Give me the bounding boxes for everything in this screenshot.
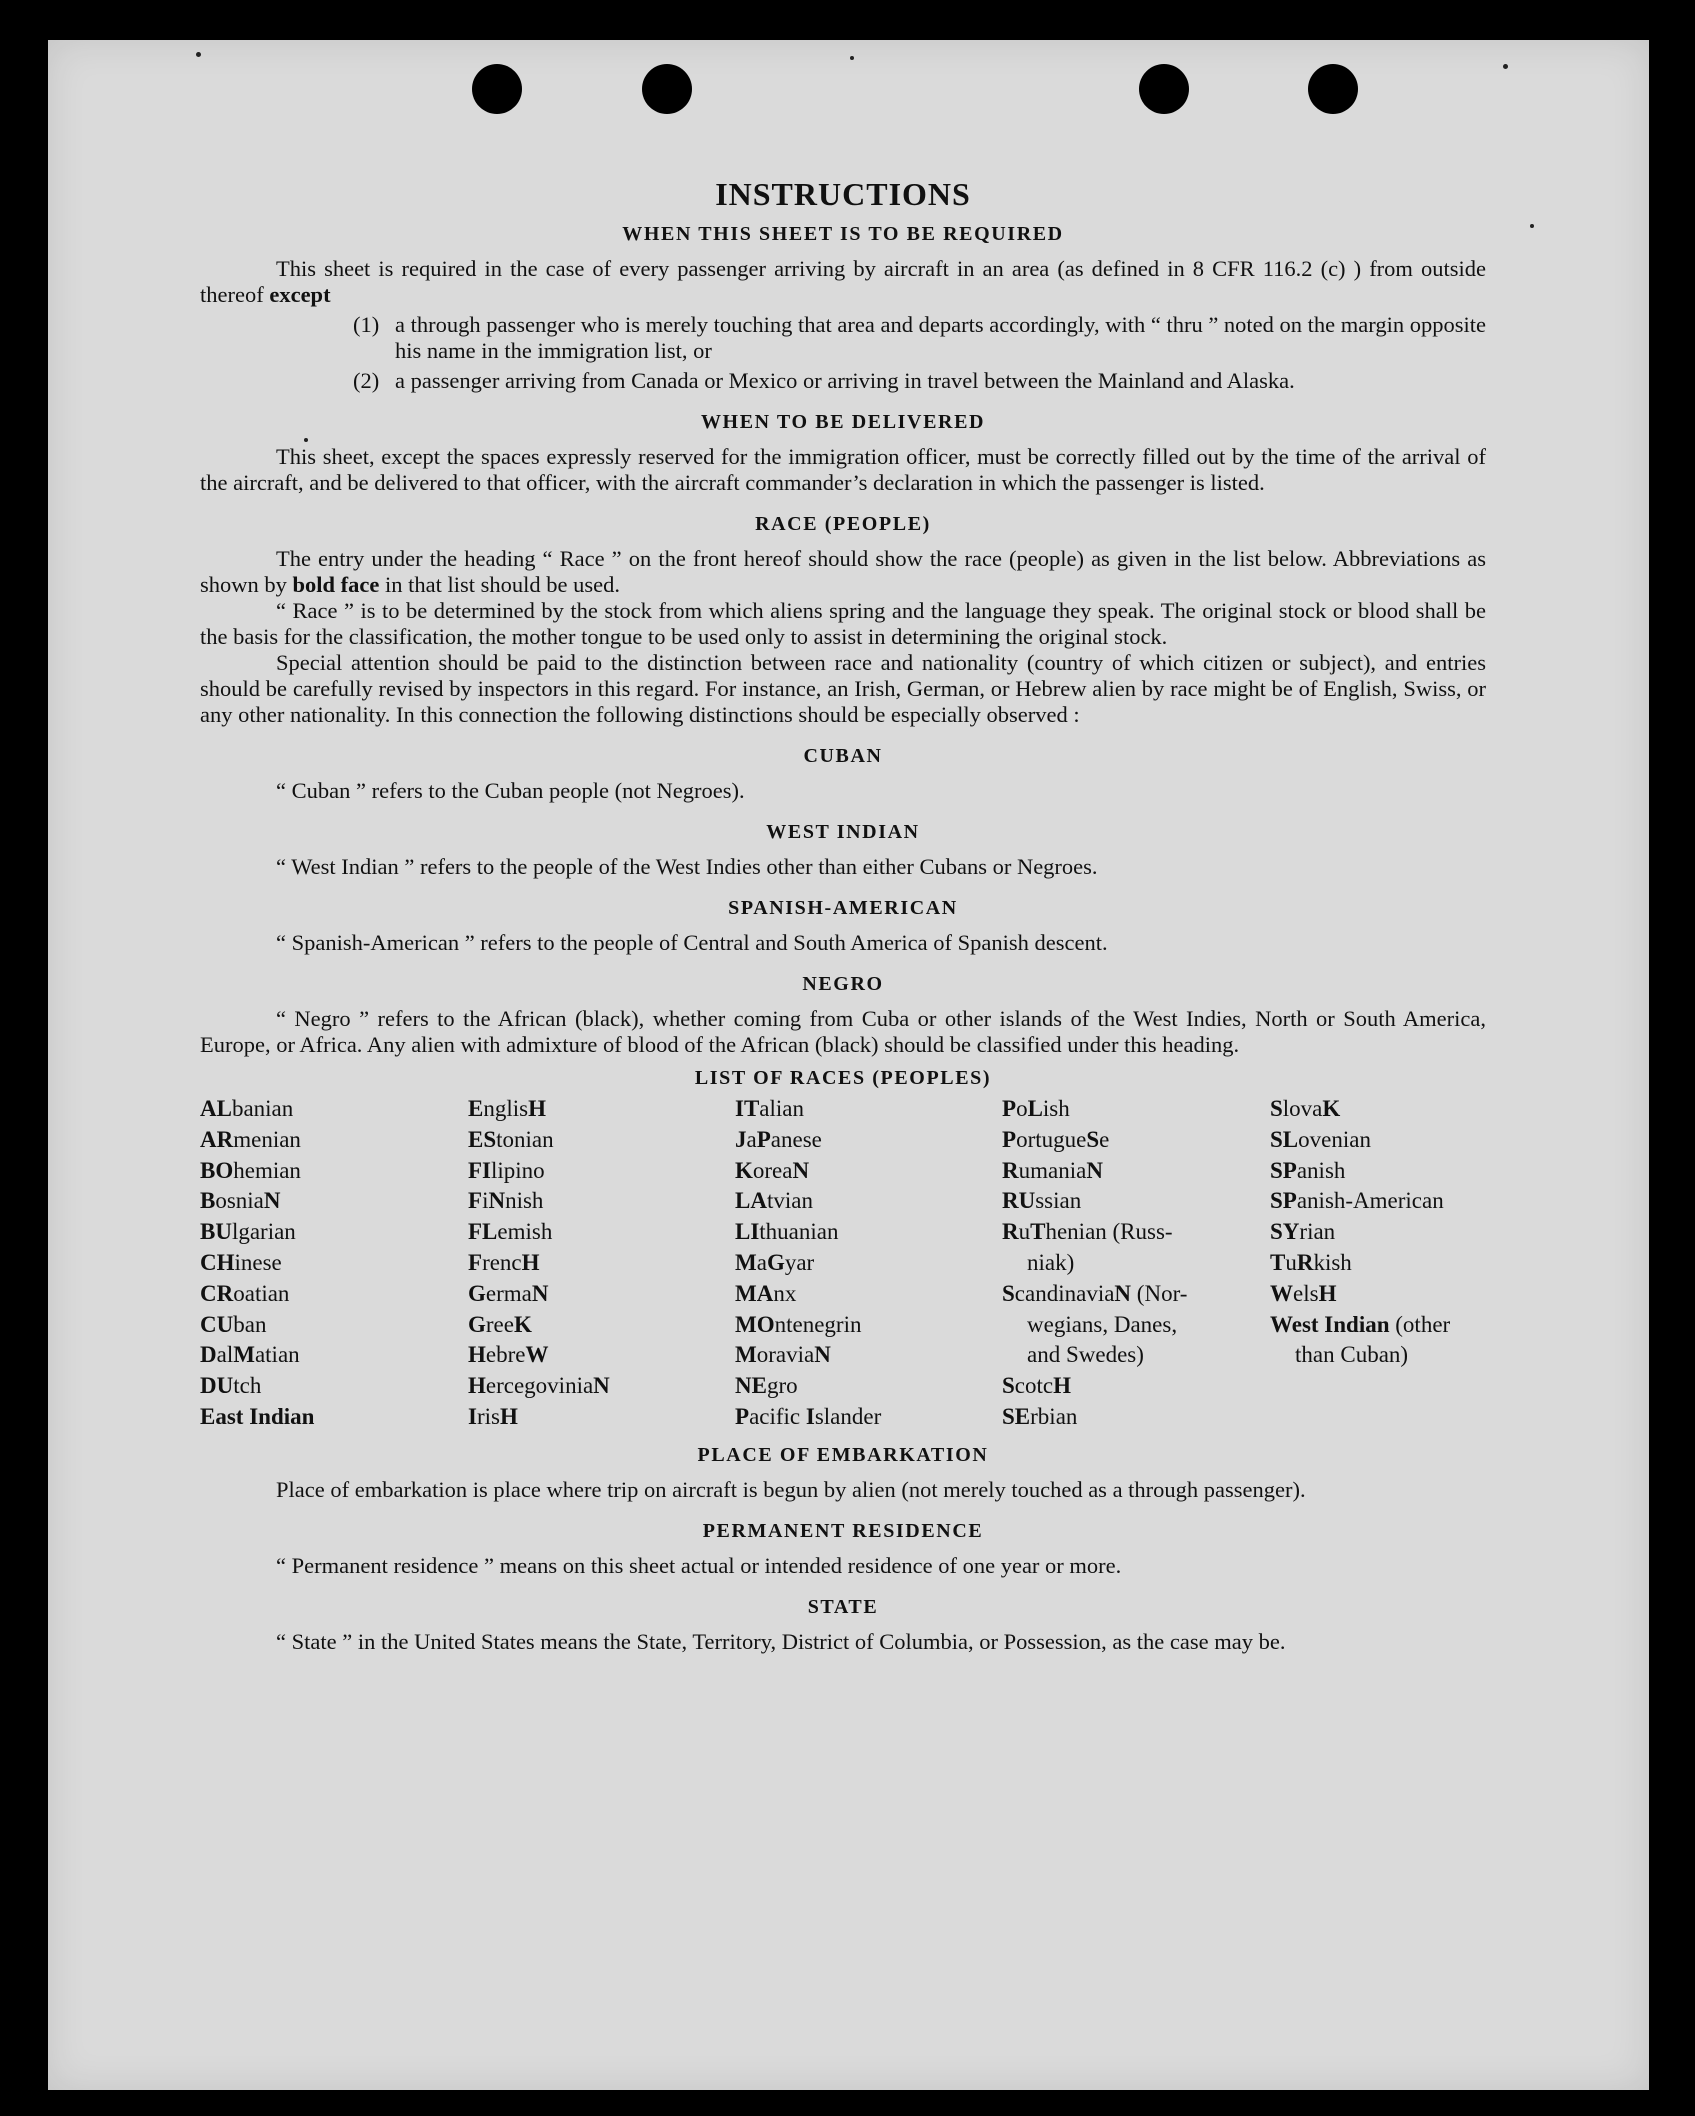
heading-spanish-american: SPANISH-AMERICAN	[728, 897, 958, 919]
race-entry: BUlgarian	[200, 1219, 296, 1245]
speck	[850, 56, 854, 60]
heading-list-of-races: LIST OF RACES (PEOPLES)	[694, 1067, 992, 1089]
race-entry: LAtvian	[735, 1188, 813, 1214]
race-entry: SErbian	[1002, 1403, 1078, 1429]
race-entry: FiNnish	[468, 1188, 544, 1214]
document-page	[48, 40, 1649, 2090]
race-column	[468, 1094, 735, 1433]
punch-hole	[472, 64, 522, 114]
race-entry: FrencH	[468, 1249, 540, 1275]
heading-cuban: CUBAN	[803, 745, 883, 767]
race-entry: FLemish	[468, 1219, 553, 1245]
cuban-text: “ Cuban ” refers to the Cuban people (not Negroes).	[276, 778, 745, 803]
race-entry: ScandinaviaN (Nor-	[1002, 1280, 1188, 1306]
race-entry: LIthuanian	[735, 1219, 839, 1245]
heading-negro: NEGRO	[802, 973, 884, 995]
race-entry: WelsH	[1270, 1280, 1337, 1306]
heading-residence: PERMANENT RESIDENCE	[702, 1519, 984, 1542]
residence-text: “ Permanent residence ” means on this sheet actual or intended residence of one year or more.	[276, 1552, 1122, 1578]
race-entry: CRoatian	[200, 1280, 290, 1306]
race-entry: SLovenian	[1270, 1126, 1371, 1152]
page-title: INSTRUCTIONS	[715, 176, 971, 212]
heading-west-indian: WEST INDIAN	[766, 821, 920, 843]
exception-item: (2) a passenger arriving from Canada or Mexico or arriving in travel between the Mainland and Alaska.	[353, 368, 1295, 393]
race-entry: FIlipino	[468, 1157, 545, 1183]
race-entry: SPanish	[1270, 1157, 1346, 1183]
race-paragraph-1: The entry under the heading “ Race ” on the front hereof should show the race (people) as given in the list below. Abbreviations as shown by bold face in that list should be used.	[200, 546, 1486, 597]
race-entry: BosniaN	[200, 1188, 281, 1214]
race-entry: EStonian	[468, 1126, 554, 1152]
race-entry: DUtch	[200, 1373, 262, 1399]
embarkation-text: Place of embarkation is place where trip on aircraft is begun by alien (not merely touched as a through passenger).	[276, 1476, 1306, 1502]
race-entry: IrisH	[468, 1403, 518, 1429]
race-entry: MaGyar	[735, 1249, 815, 1275]
race-entry: SlovaK	[1270, 1096, 1341, 1121]
race-entry: KoreaN	[735, 1157, 810, 1183]
race-entry: PortugueSe	[1002, 1126, 1110, 1152]
west-indian-text: “ West Indian ” refers to the people of the West Indies other than either Cubans or Negroes.	[276, 854, 1098, 879]
race-entry: EnglisH	[468, 1096, 546, 1121]
speck	[196, 52, 201, 57]
race-entry: ARmenian	[200, 1126, 301, 1152]
punch-hole	[642, 64, 692, 114]
race-entry: DalMatian	[200, 1342, 300, 1368]
race-entry: PoLish	[1002, 1096, 1070, 1121]
race-paragraph-2: “ Race ” is to be determined by the stock from which aliens spring and the language they speak. The original stock or blood shall be the basis for the classification, the mother tongue to be used only to assist in determining the original stock.	[200, 598, 1486, 649]
race-paragraph-3: Special attention should be paid to the distinction between race and nationality (country of which citizen or subject), and entries should be carefully revised by inspectors in this regard. For instance, an Irish, German, or Hebrew alien by race might be of English, Swiss, or any other nationality. In this connection the following distinctions should be especially observed :	[200, 650, 1486, 727]
race-entry: MAnx	[735, 1280, 797, 1306]
race-entry: BOhemian	[200, 1157, 301, 1183]
heading-race: RACE (PEOPLE)	[755, 513, 931, 535]
race-entry: HebreW	[468, 1342, 549, 1368]
race-entry: East Indian	[200, 1403, 315, 1429]
race-entry: wegians, Danes,	[1027, 1311, 1178, 1337]
heading-delivered: WHEN TO BE DELIVERED	[700, 411, 986, 433]
race-entry: ITalian	[735, 1096, 804, 1121]
race-entry: than Cuban)	[1295, 1342, 1409, 1368]
race-entry: ScotcH	[1002, 1373, 1071, 1399]
required-intro: This sheet is required in the case of every passenger arriving by aircraft in an area (as defined in 8 CFR 116.2 (c) ) from outside thereof except	[200, 256, 1486, 307]
heading-embarkation: PLACE OF EMBARKATION	[697, 1443, 989, 1466]
exception-list	[200, 312, 1486, 394]
race-entry: GreeK	[468, 1311, 532, 1337]
race-entry: NEgro	[735, 1373, 798, 1399]
race-entry: JaPanese	[735, 1126, 822, 1152]
speck	[1530, 224, 1534, 228]
race-entry: MOntenegrin	[735, 1311, 862, 1337]
race-column	[1002, 1094, 1270, 1433]
race-entry: and Swedes)	[1027, 1342, 1144, 1368]
race-column	[200, 1094, 468, 1433]
race-entry: RUssian	[1002, 1188, 1082, 1214]
spanish-american-text: “ Spanish-American ” refers to the people of Central and South America of Spanish descent.	[276, 930, 1108, 955]
race-entry: SPanish-American	[1270, 1188, 1444, 1214]
race-entry: CHinese	[200, 1249, 282, 1275]
race-entry: MoraviaN	[735, 1342, 831, 1368]
race-entry: Pacific Islander	[735, 1403, 882, 1429]
race-entry: West Indian (other	[1270, 1311, 1451, 1337]
state-text: “ State ” in the United States means the State, Territory, District of Columbia, or Possession, as the case may be.	[276, 1628, 1286, 1654]
race-entry: RuThenian (Russ-	[1002, 1219, 1173, 1245]
race-entry: GermaN	[468, 1280, 549, 1306]
exception-item: (1) a through passenger who is merely touching that area and departs accordingly, with “ thru ” noted on the margin opposite his name in the immigration list, or	[353, 312, 1486, 363]
heading-required: WHEN THIS SHEET IS TO BE REQUIRED	[622, 223, 1064, 245]
race-column	[1270, 1094, 1486, 1433]
race-entry: CUban	[200, 1311, 267, 1337]
punch-hole	[1308, 64, 1358, 114]
race-entry: HercegoviniaN	[468, 1373, 610, 1399]
heading-state: STATE	[807, 1595, 879, 1618]
speck	[1503, 64, 1508, 69]
race-entry: SYrian	[1270, 1219, 1336, 1245]
race-entry: niak)	[1027, 1249, 1075, 1275]
negro-text: “ Negro ” refers to the African (black), whether coming from Cuba or other islands of the West Indies, North or South America, Europe, or Africa. Any alien with admixture of blood of the African (black) should be classified under this heading.	[200, 1006, 1486, 1057]
race-entry: ALbanian	[200, 1096, 294, 1121]
punch-hole	[1139, 64, 1189, 114]
race-entry: RumaniaN	[1002, 1157, 1103, 1183]
instructions-content	[200, 176, 1486, 1655]
race-entry: TuRkish	[1270, 1249, 1352, 1275]
races-list	[200, 1094, 1486, 1433]
race-column	[735, 1094, 1002, 1433]
delivered-text: This sheet, except the spaces expressly reserved for the immigration officer, must be correctly filled out by the time of the arrival of the aircraft, and be delivered to that officer, with the aircraft commander’s declaration in which the passenger is listed.	[200, 444, 1486, 495]
